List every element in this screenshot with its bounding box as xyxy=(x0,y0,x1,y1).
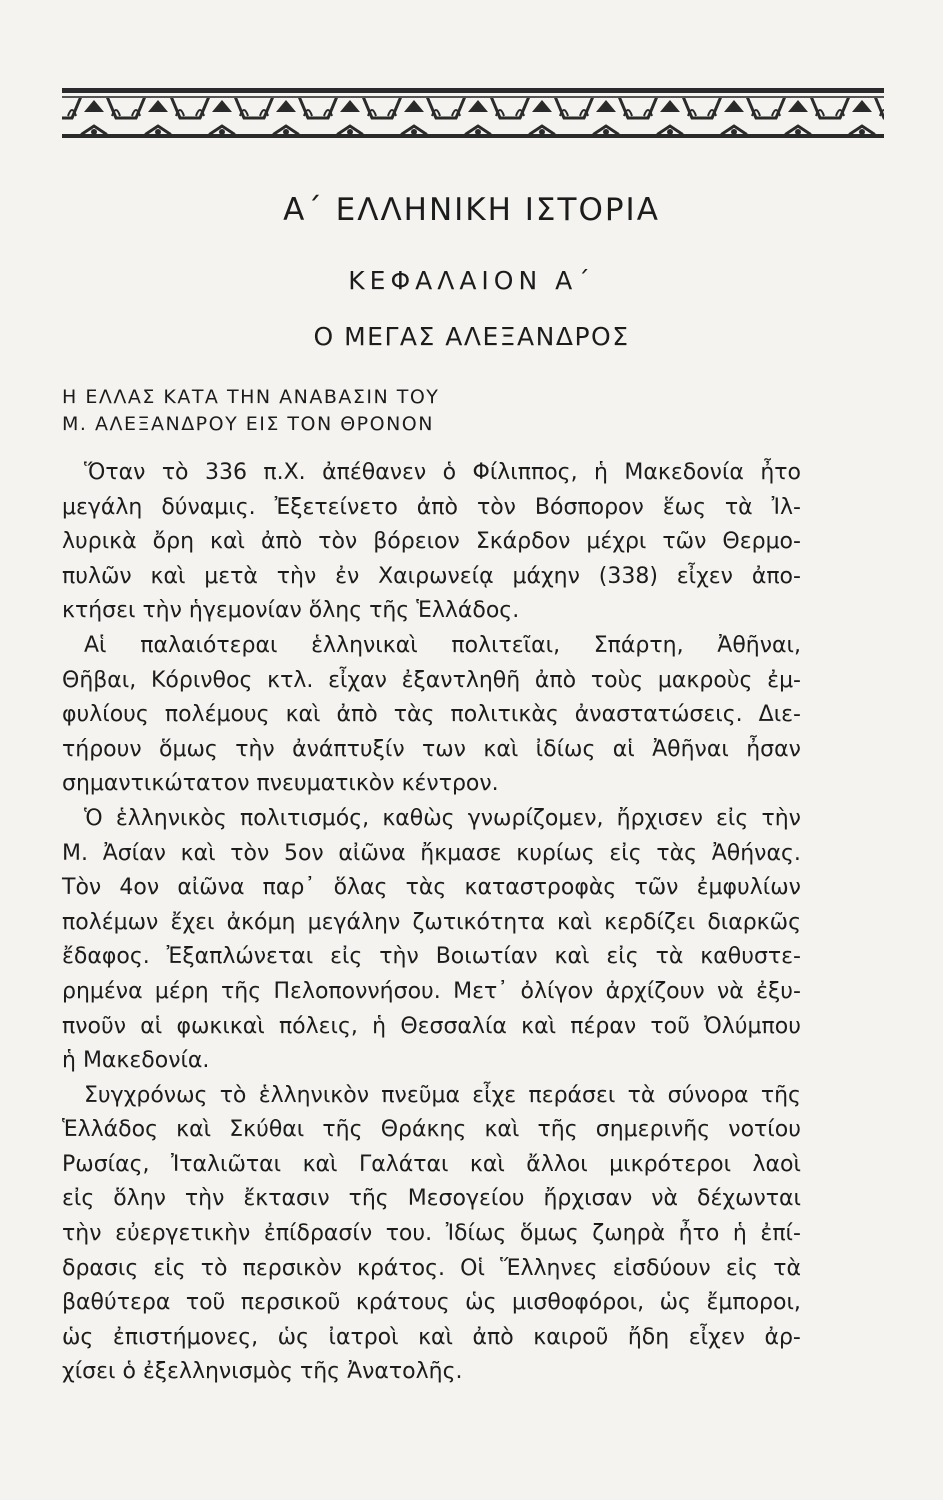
word: Ρωσίας, xyxy=(62,1151,150,1177)
word: Ἑλλάδος xyxy=(62,1117,159,1143)
text-line xyxy=(62,1286,801,1321)
word: τῆς xyxy=(537,1117,578,1143)
word: πολιτεῖαι, xyxy=(451,632,561,658)
word: Ὁ xyxy=(84,805,103,831)
word: Φίλιππος, xyxy=(472,460,578,485)
word: ἦσαν xyxy=(746,736,801,762)
word: Ἰδίως xyxy=(445,1221,507,1247)
word: τὴν xyxy=(276,563,317,589)
word: ἡ xyxy=(62,1048,83,1074)
word: πολέμων xyxy=(62,909,159,935)
word: μισθοφόροι, xyxy=(511,1290,645,1316)
word: κράτος. xyxy=(356,1255,446,1281)
word: τῆς xyxy=(348,1186,389,1212)
word: ὄρη xyxy=(152,529,195,555)
word: καὶ xyxy=(521,1013,557,1039)
word: τὸ xyxy=(219,1082,247,1108)
word: τὸν xyxy=(476,494,516,520)
text-line xyxy=(62,837,801,872)
word: τῆς xyxy=(221,978,262,1004)
word: μέχρι xyxy=(586,529,647,555)
word: νὰ xyxy=(651,1186,679,1212)
word: ἀναστατώσεις. xyxy=(574,702,743,728)
text-line xyxy=(62,1252,801,1287)
word: νὰ xyxy=(716,978,744,1004)
word: ἀρχίζουν xyxy=(605,978,705,1004)
text-line xyxy=(62,1044,801,1079)
word: Θῆβαι, xyxy=(62,667,137,693)
word: καὶ xyxy=(210,529,245,555)
word: Βόσπορον xyxy=(534,494,644,520)
word: διαρκῶς xyxy=(707,909,801,935)
word: τὴν xyxy=(184,1186,225,1212)
word: σημαντικώτατον xyxy=(62,771,257,797)
word: εὐεργετικὴν xyxy=(115,1221,251,1247)
word: ὅμως xyxy=(519,1221,579,1247)
word: μικρότεροι xyxy=(609,1151,732,1177)
word: σημερινῆς xyxy=(595,1117,711,1143)
text-line xyxy=(62,1321,801,1356)
word: ἐξελληνισμὸς xyxy=(142,1359,300,1385)
word: τὴν xyxy=(62,1221,102,1247)
word: μέρη xyxy=(154,978,209,1004)
word: μάχην xyxy=(512,563,580,589)
word: Σκύθαι xyxy=(229,1117,305,1143)
word: ἰατροὶ xyxy=(328,1324,399,1350)
text-line xyxy=(62,664,801,699)
word: καὶ xyxy=(483,736,519,762)
word: καὶ xyxy=(150,563,186,589)
word: ἑλληνικαὶ xyxy=(311,632,418,658)
word: ὡς xyxy=(62,1324,94,1350)
text-line xyxy=(62,733,801,768)
word: ἐπίδρασίν xyxy=(263,1221,373,1247)
word: ἦτο xyxy=(678,1221,720,1247)
text-line xyxy=(62,629,801,664)
word: ὅλης xyxy=(308,598,370,624)
word: πυλῶν xyxy=(62,563,132,589)
word: ἄλλοι xyxy=(526,1151,588,1177)
word: Ὀλύμπου xyxy=(704,1013,801,1039)
word: καὶ xyxy=(176,1117,212,1143)
word: ὅλην xyxy=(113,1186,166,1212)
word: κράτους xyxy=(355,1290,450,1316)
word: μεγάλην xyxy=(307,909,401,935)
word: Διε- xyxy=(758,702,801,728)
word: πνεῦμα xyxy=(381,1082,460,1108)
word: ἐμφυλίων xyxy=(696,875,801,901)
word: Μετ᾽ xyxy=(453,978,509,1004)
word: ἑλληνικὸν xyxy=(258,1082,370,1108)
word: τὰ xyxy=(627,1082,656,1108)
word: εἰς xyxy=(725,1255,759,1281)
word: τὰ xyxy=(773,1255,801,1281)
word: δρασις xyxy=(62,1255,139,1281)
word: ἀπὸ xyxy=(472,1324,514,1350)
text-line xyxy=(62,1079,801,1114)
text-line xyxy=(62,906,801,941)
word: περσικοῦ xyxy=(240,1290,341,1316)
word: Θεσσαλία xyxy=(400,1013,507,1039)
text-line xyxy=(62,1113,801,1148)
word: χίσει xyxy=(62,1359,123,1385)
word: αἰῶνα xyxy=(338,840,406,866)
word: Μακεδονία. xyxy=(82,1048,210,1074)
word: παρ᾽ xyxy=(262,875,316,901)
subheading-line: Μ. ΑΛΕΞΑΝΔΡΟΥ ΕΙΣ ΤΟΝ ΘΡΟΝΟΝ xyxy=(62,413,434,435)
word: περσικὸν xyxy=(242,1255,342,1281)
word: ἡ xyxy=(594,460,608,485)
word: δέχωνται xyxy=(697,1186,801,1212)
word: Αἱ xyxy=(84,632,107,658)
word: 336 xyxy=(204,460,247,485)
word: ἐξαντληθῆ xyxy=(401,667,521,693)
word: Πελοποννήσου. xyxy=(273,978,441,1004)
body-text xyxy=(62,456,801,1390)
word: ἔκτασιν xyxy=(243,1186,330,1212)
word: ἔχει xyxy=(170,909,215,935)
word: Ἀνατολῆς. xyxy=(347,1359,463,1385)
text-line xyxy=(62,1010,801,1045)
word: ὁ xyxy=(122,1359,143,1385)
word: λαοὶ xyxy=(752,1151,801,1177)
word: λυρικὰ xyxy=(62,529,137,555)
chapter-label: ΚΕΦΑΛΑΙΟΝ Α΄ xyxy=(348,266,595,295)
word: (338) xyxy=(598,563,658,589)
word: Ἕλληνες xyxy=(500,1255,598,1281)
subheading-line: Η ΕΛΛΑΣ ΚΑΤΑ ΤΗΝ ΑΝΑΒΑΣΙΝ ΤΟΥ xyxy=(62,386,440,408)
word: τῆς xyxy=(369,598,417,624)
word: αἰῶνα xyxy=(177,875,245,901)
word: νοτίου xyxy=(728,1117,801,1143)
word: ἐπιστήμονες, xyxy=(112,1324,259,1350)
word: καὶ xyxy=(302,1151,338,1177)
word: καὶ xyxy=(285,702,321,728)
word: πνευματικὸν xyxy=(256,771,402,797)
word: Σκάρδον xyxy=(475,529,571,555)
word: εἰς xyxy=(606,944,639,970)
word: εἰς xyxy=(609,840,642,866)
word: Μ. xyxy=(62,840,88,866)
word: ἐξυ- xyxy=(756,978,801,1004)
word: εἶχεν xyxy=(688,1324,745,1350)
word: Βοιωτίαν xyxy=(435,944,538,970)
word: τῶν xyxy=(634,875,679,901)
word: εἰς xyxy=(153,1255,186,1281)
word: τὴν xyxy=(379,944,419,970)
word: Ὅταν xyxy=(84,460,146,485)
word: καὶ xyxy=(469,1151,505,1177)
text-line xyxy=(62,491,801,526)
word: τὴν xyxy=(142,598,189,624)
word: φωκικαὶ xyxy=(176,1013,265,1039)
word: Ἑλλάδος. xyxy=(416,598,520,624)
word: καὶ xyxy=(418,1324,453,1350)
word: ἦτο xyxy=(760,460,801,485)
word: μεγάλη xyxy=(62,494,143,520)
word: ὡς xyxy=(659,1290,691,1316)
word: πολιτισμός, xyxy=(239,805,370,831)
word: Μεσογείου xyxy=(407,1186,525,1212)
word: ἤρχισαν xyxy=(543,1186,633,1212)
word: τὰ xyxy=(724,494,753,520)
word: Ἀσίαν xyxy=(102,840,166,866)
word: ρημένα xyxy=(62,978,143,1004)
word: ἀρ- xyxy=(764,1324,801,1350)
word: κτήσει xyxy=(62,598,143,624)
word: ἰδίως xyxy=(535,736,596,762)
text-line xyxy=(62,871,801,906)
word: τὸν xyxy=(318,529,358,555)
paragraph xyxy=(62,802,801,1079)
word: ἐν xyxy=(335,563,360,589)
word: Ἀθῆναι, xyxy=(717,632,801,658)
text-line xyxy=(62,1182,801,1217)
paragraph xyxy=(62,629,801,802)
word: ἐμ- xyxy=(767,667,801,693)
word: βαθύτερα xyxy=(62,1290,171,1316)
word: Ἐξετείνετο xyxy=(274,494,398,520)
word: πέραν xyxy=(570,1013,637,1039)
word: ἀπὸ xyxy=(336,702,378,728)
word: παλαιότεραι xyxy=(140,632,278,658)
word: καταστροφὰς xyxy=(464,875,617,901)
word: εἰς xyxy=(716,805,749,831)
word: ἕως xyxy=(662,494,706,520)
word: ἡ xyxy=(372,1013,387,1039)
word: ἀκόμη xyxy=(226,909,296,935)
chapter-title: Ο ΜΕΓΑΣ ΑΛΕΞΑΝΔΡΟΣ xyxy=(313,322,630,351)
word: Κόρινθος xyxy=(150,667,253,693)
word: Ἀθῆναι xyxy=(652,736,729,762)
word: 5ον xyxy=(283,840,324,866)
word: τῆς xyxy=(322,1117,363,1143)
word: σύνορα xyxy=(667,1082,749,1108)
word: ἔδαφος. xyxy=(62,944,150,970)
word: ἤρχισεν xyxy=(616,805,703,831)
word: ὀλίγον xyxy=(520,978,594,1004)
word: ὡς xyxy=(277,1324,309,1350)
word: τὴν xyxy=(235,736,275,762)
word: εἰς xyxy=(330,944,363,970)
word: τῶν xyxy=(662,529,707,555)
text-line xyxy=(62,940,801,975)
word: Θράκης xyxy=(380,1117,467,1143)
word: Γαλάται xyxy=(358,1151,449,1177)
word: καιροῦ xyxy=(533,1324,609,1350)
word: εἰσδύουν xyxy=(612,1255,711,1281)
word: πνοῦν xyxy=(62,1013,127,1039)
word: Μακεδονία xyxy=(624,460,744,485)
word: Σπάρτη, xyxy=(593,632,684,658)
word: ὡς xyxy=(465,1290,497,1316)
word: ἀπὸ xyxy=(260,529,303,555)
text-line xyxy=(62,1148,801,1183)
word: καθυστε- xyxy=(700,944,801,970)
word: ἐπί- xyxy=(760,1221,801,1247)
word: ἀνάπτυξίν xyxy=(292,736,405,762)
word: κυρίως xyxy=(516,840,595,866)
word: ἡ xyxy=(732,1221,747,1247)
word: ζωηρὰ xyxy=(592,1221,666,1247)
word: Ἰταλιῶται xyxy=(170,1151,282,1177)
word: του. xyxy=(385,1221,433,1247)
text-line xyxy=(62,594,801,629)
word: Τὸν xyxy=(62,875,102,901)
word: Οἱ xyxy=(460,1255,485,1281)
word: τοῦ xyxy=(185,1290,226,1316)
word: ἑλληνικὸς xyxy=(115,805,227,831)
word: εἶχεν xyxy=(676,563,733,589)
text-line xyxy=(62,802,801,837)
word: αἱ xyxy=(140,1013,163,1039)
text-line xyxy=(62,560,801,595)
word: τοὺς xyxy=(590,667,644,693)
word: τῆς xyxy=(760,1082,801,1108)
word: ἀπο- xyxy=(751,563,801,589)
word: ὅμως xyxy=(159,736,218,762)
word: γνωρίζομεν, xyxy=(467,805,604,831)
word: μετὰ xyxy=(204,563,258,589)
word: τὸ xyxy=(200,1255,228,1281)
word: καὶ xyxy=(484,1117,520,1143)
text-line xyxy=(62,456,801,491)
word: κτλ. xyxy=(267,667,314,693)
word: ὁ xyxy=(442,460,457,485)
word: εἰς xyxy=(62,1186,95,1212)
word: ἀπὸ xyxy=(416,494,459,520)
word: αἱ xyxy=(612,736,635,762)
word: μακροὺς xyxy=(657,667,753,693)
word: ὅλας xyxy=(333,875,388,901)
word: φυλίους xyxy=(62,702,149,728)
word: ἡγεμονίαν xyxy=(188,598,309,624)
word: ἔμποροι, xyxy=(706,1290,801,1316)
text-line xyxy=(62,1355,801,1390)
paragraph xyxy=(62,1079,801,1390)
subheading xyxy=(62,384,439,438)
text-line xyxy=(62,975,801,1010)
word: ζωτικότητα xyxy=(412,909,545,935)
word: καθὼς xyxy=(382,805,455,831)
word: εἶχαν xyxy=(328,667,387,693)
word: ἤκμασε xyxy=(420,840,502,866)
word: πολέμους xyxy=(164,702,270,728)
text-line xyxy=(62,1217,801,1252)
word: Ἐξαπλώνεται xyxy=(166,944,314,970)
paragraph xyxy=(62,456,801,629)
word: καὶ xyxy=(180,840,216,866)
word: τὰ xyxy=(655,944,684,970)
word: π.Χ. xyxy=(263,460,306,485)
word: πολιτικὰς xyxy=(450,702,559,728)
word: Χαιρωνείᾳ xyxy=(378,563,494,589)
word: ἤδη xyxy=(627,1324,670,1350)
word: βόρειον xyxy=(373,529,460,555)
word: περάσει xyxy=(528,1082,616,1108)
word: ἀπὸ xyxy=(534,667,577,693)
word: τῆς xyxy=(299,1359,348,1385)
word: τὴν xyxy=(761,805,801,831)
section-title: Α΄ ΕΛΛΗΝΙΚΗ ΙΣΤΟΡΙΑ xyxy=(283,192,660,228)
word: τὰς xyxy=(405,875,447,901)
word: Ἀθήνας. xyxy=(711,840,801,866)
word: τήρουν xyxy=(62,736,142,762)
text-line xyxy=(62,767,801,802)
word: των xyxy=(422,736,466,762)
word: Ἰλ- xyxy=(771,494,801,520)
word: ἀπέθανεν xyxy=(322,460,427,485)
word: τὰς xyxy=(393,702,435,728)
word: τὸ xyxy=(161,460,189,485)
word: καὶ xyxy=(557,909,592,935)
word: 4ον xyxy=(119,875,160,901)
word: τὰς xyxy=(656,840,698,866)
word: τὸν xyxy=(230,840,270,866)
word: κερδίζει xyxy=(604,909,696,935)
word: πόλεις, xyxy=(278,1013,358,1039)
word: Θερμο- xyxy=(722,529,801,555)
word: τοῦ xyxy=(650,1013,690,1039)
text-line xyxy=(62,525,801,560)
text-line xyxy=(62,698,801,733)
word: εἶχε xyxy=(472,1082,517,1108)
word: καὶ xyxy=(554,944,590,970)
word: Συγχρόνως xyxy=(84,1082,208,1108)
decorative-header-ornament-icon xyxy=(62,82,884,142)
word: δύναμις. xyxy=(161,494,256,520)
word: κέντρον. xyxy=(401,771,499,797)
